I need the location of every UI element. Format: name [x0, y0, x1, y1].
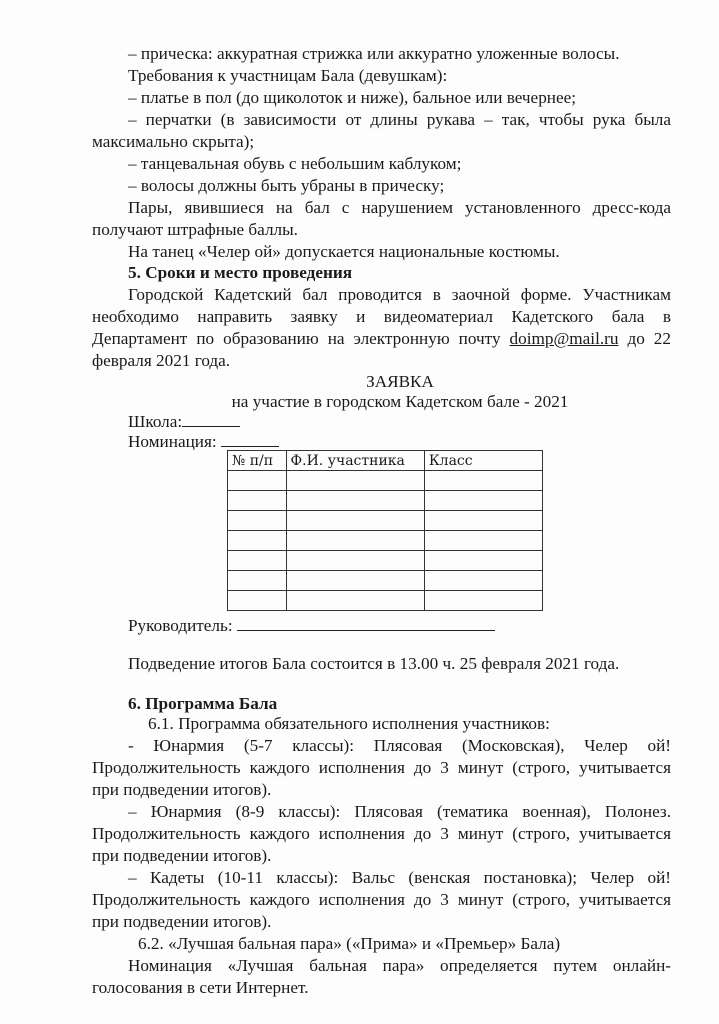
table-row	[228, 591, 543, 611]
table-cell[interactable]	[286, 571, 424, 591]
section5-line1: Городской Кадетский бал проводится в заочной форме. Участникам	[128, 285, 671, 304]
table-row	[228, 571, 543, 591]
application-subtitle: на участие в городском Кадетском бале - 2021	[231, 392, 569, 411]
yunarmia-57-line2: Продолжительность каждого исполнения до 3 минут (строго, учитывается	[92, 758, 671, 777]
nomination-blank[interactable]	[221, 432, 279, 447]
table-cell[interactable]	[228, 491, 287, 511]
col-name-header: Ф.И. участника	[286, 451, 424, 471]
yunarmia-57-line1: - Юнармия (5-7 классы): Плясовая (Московская), Челер ой!	[128, 736, 671, 755]
participants-table	[227, 450, 543, 611]
section6-heading: 6. Программа Бала	[128, 694, 278, 713]
yunarmia-89-line2: Продолжительность каждого исполнения до 3 минут (строго, учитывается	[92, 824, 671, 843]
penalty-line1: Пары, явившиеся на бал с нарушением установленного дресс-кода	[128, 198, 671, 217]
table-cell[interactable]	[286, 471, 424, 491]
nomination-line1: Номинация «Лучшая бальная пара» определяется путем онлайн-	[128, 956, 671, 975]
table-cell[interactable]	[424, 591, 542, 611]
women-gloves-line2: максимально скрыта);	[92, 132, 255, 151]
women-gloves-line1: – перчатки (в зависимости от длины рукава – так, чтобы рука была	[128, 110, 671, 129]
application-title: ЗАЯВКА	[366, 372, 434, 391]
table-cell[interactable]	[228, 571, 287, 591]
table-row	[228, 511, 543, 531]
leader-blank[interactable]	[237, 616, 495, 631]
section5-line2: необходимо направить заявку и видеоматериал Кадетского бала в	[92, 307, 671, 326]
cadets-line3: при подведении итогов).	[92, 912, 272, 931]
table-cell[interactable]	[228, 511, 287, 531]
leader-field	[128, 615, 671, 637]
table-cell[interactable]	[424, 531, 542, 551]
table-cell[interactable]	[286, 491, 424, 511]
section5-heading: 5. Сроки и место проведения	[128, 263, 353, 282]
table-cell[interactable]	[228, 551, 287, 571]
nomination-label: Номинация:	[128, 432, 217, 451]
section5-line4: февраля 2021 года.	[92, 351, 231, 370]
nomination-line2: голосования в сети Интернет.	[92, 978, 309, 997]
national-costumes-note: На танец «Челер ой» допускается национальные костюмы.	[128, 242, 560, 261]
email-link[interactable]: doimp@mail.ru	[509, 329, 619, 348]
table-cell[interactable]	[286, 511, 424, 531]
section62-heading: 6.2. «Лучшая бальная пара» («Прима» и «Премьер» Бала)	[138, 934, 561, 953]
school-label: Школа:	[128, 412, 183, 431]
cadets-line2: Продолжительность каждого исполнения до 3 минут (строго, учитывается	[92, 890, 671, 909]
table-cell[interactable]	[424, 511, 542, 531]
women-requirements-heading: Требования к участницам Бала (девушкам):	[128, 66, 448, 85]
table-cell[interactable]	[424, 471, 542, 491]
results-announcement: Подведение итогов Бала состоится в 13.00 ч. 25 февраля 2021 года.	[128, 654, 620, 673]
dress-code-men-hair: – прическа: аккуратная стрижка или аккуратно уложенные волосы.	[128, 44, 620, 63]
yunarmia-89-line3: при подведении итогов).	[92, 846, 272, 865]
section5-line3	[92, 328, 671, 350]
table-cell[interactable]	[286, 591, 424, 611]
table-cell[interactable]	[424, 491, 542, 511]
table-cell[interactable]	[424, 571, 542, 591]
school-field	[128, 411, 671, 433]
women-dress: – платье в пол (до щиколоток и ниже), бальное или вечернее;	[128, 88, 577, 107]
section5-line3-end: до 22	[627, 329, 671, 348]
table-cell[interactable]	[286, 551, 424, 571]
section5-line3-text: Департамент по образованию на электронную почту	[92, 329, 501, 348]
cadets-line1: – Кадеты (10-11 классы): Вальс (венская постановка); Челер ой!	[128, 868, 671, 887]
section61-heading: 6.1. Программа обязательного исполнения участников:	[148, 714, 550, 733]
table-cell[interactable]	[424, 551, 542, 571]
table-row	[228, 471, 543, 491]
yunarmia-89-line1: – Юнармия (8-9 классы): Плясовая (тематика военная), Полонез.	[128, 802, 671, 821]
leader-label: Руководитель:	[128, 616, 233, 635]
women-shoes: – танцевальная обувь с небольшим каблуком;	[128, 154, 462, 173]
table-row	[228, 491, 543, 511]
table-cell[interactable]	[228, 591, 287, 611]
penalty-line2: получают штрафные баллы.	[92, 220, 298, 239]
table-row	[228, 551, 543, 571]
table-header-row	[228, 451, 543, 471]
table-cell[interactable]	[286, 531, 424, 551]
table-cell[interactable]	[228, 471, 287, 491]
table-cell[interactable]	[228, 531, 287, 551]
col-number-header: № п/п	[228, 451, 287, 471]
school-blank[interactable]	[182, 412, 240, 427]
table-row	[228, 531, 543, 551]
women-hair: – волосы должны быть убраны в прическу;	[128, 176, 445, 195]
yunarmia-57-line3: при подведении итогов).	[92, 780, 272, 799]
col-class-header: Класс	[424, 451, 542, 471]
